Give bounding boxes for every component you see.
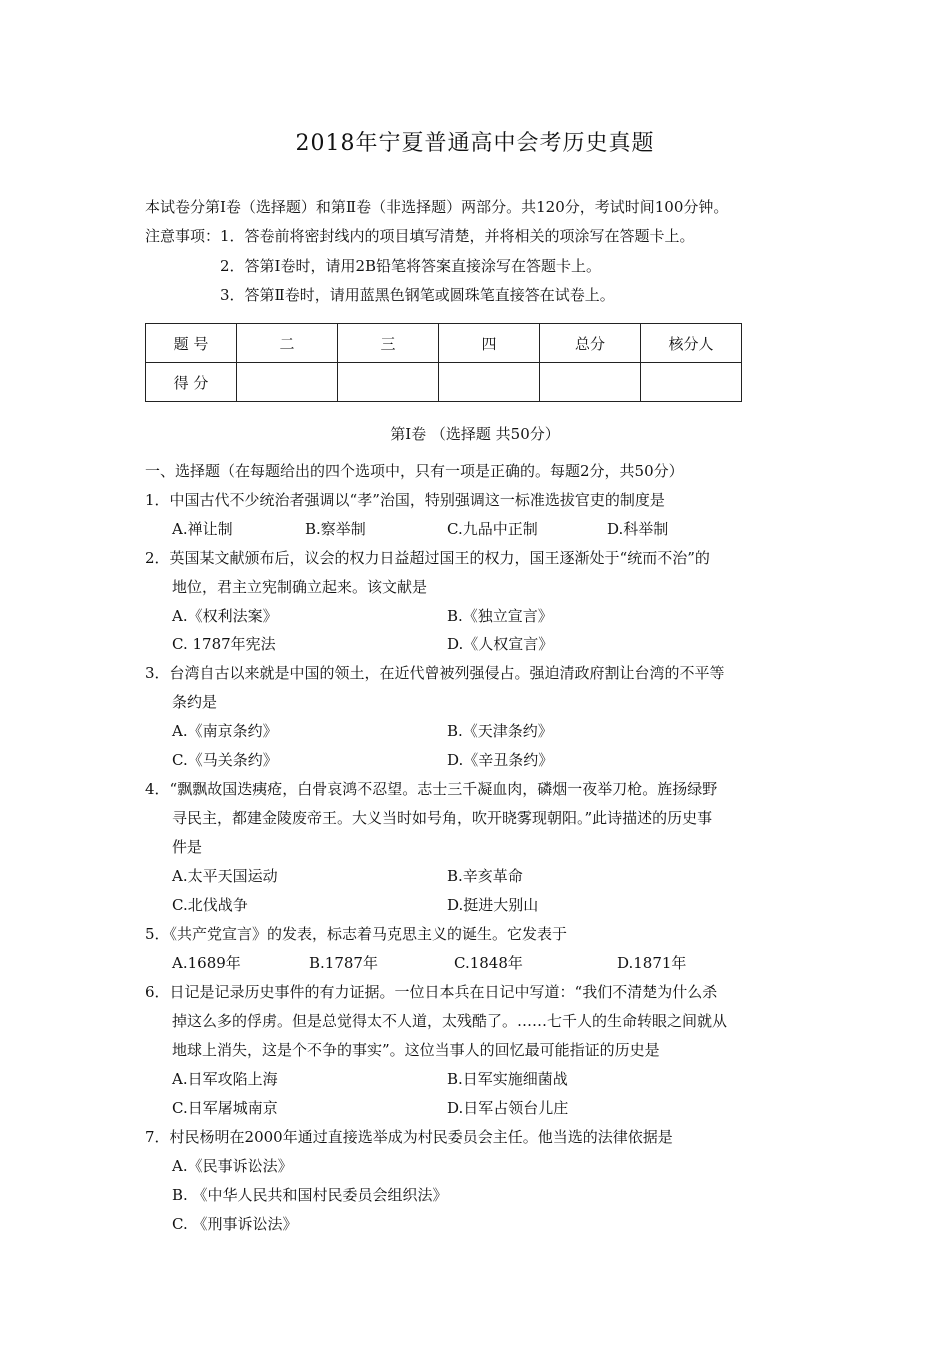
page-title: 2018年宁夏普通高中会考历史真题 (295, 131, 655, 156)
option: D.日军占领台儿庄 (447, 1099, 569, 1117)
option: B.1787年 (309, 954, 378, 972)
score-cell: 题 号 (146, 324, 237, 363)
option: C.九品中正制 (447, 520, 538, 538)
option: B.《天津条约》 (447, 722, 553, 740)
score-blank-cell (338, 363, 439, 402)
option: B. 《中华人民共和国村民委员会组织法》 (172, 1186, 448, 1204)
option: A.1689年 (172, 954, 241, 972)
option: A.禅让制 (172, 520, 233, 538)
option: A.日军攻陷上海 (172, 1070, 278, 1088)
section-heading: 第Ⅰ卷 （选择题 共50分） (390, 425, 560, 443)
question-line: 3．台湾自古以来就是中国的领土，在近代曾被列强侵占。强迫清政府割让台湾的不平等 (145, 664, 725, 682)
question-line: 条约是 (172, 693, 218, 711)
notice-line-2: 2．答第Ⅰ卷时，请用2B铅笔将答案直接涂写在答题卡上。 (220, 257, 602, 275)
question-line: 地位，君主立宪制确立起来。该文献是 (172, 578, 428, 596)
option: A.《权利法案》 (172, 607, 278, 625)
option: C.1848年 (454, 954, 523, 972)
score-blank-cell (237, 363, 338, 402)
question-line: 掉这么多的俘虏。但是总觉得太不人道，太残酷了。……七千人的生命转眼之间就从 (172, 1012, 728, 1030)
option: D.《人权宣言》 (447, 635, 554, 653)
option: C.《马关条约》 (172, 751, 278, 769)
option: D.1871年 (617, 954, 687, 972)
question-line: 寻民主，都建金陵废帝王。大义当时如号角，吹开晓雾现朝阳。”此诗描述的历史事 (172, 809, 713, 827)
option: B.日军实施细菌战 (447, 1070, 568, 1088)
option: A.《民事诉讼法》 (172, 1157, 293, 1175)
intro-line: 本试卷分第Ⅰ卷（选择题）和第Ⅱ卷（非选择题）两部分。共120分，考试时间100分钟。 (145, 198, 729, 216)
option: A.《南京条约》 (172, 722, 278, 740)
option: C. 《刑事诉讼法》 (172, 1215, 298, 1233)
option: C.日军屠城南京 (172, 1099, 278, 1117)
question-line: 1．中国古代不少统治者强调以“孝”治国，特别强调这一标准选拔官吏的制度是 (145, 491, 665, 509)
option: D.科举制 (607, 520, 669, 538)
option: C. 1787年宪法 (172, 635, 276, 653)
score-cell: 四 (439, 324, 540, 363)
score-cell: 核分人 (641, 324, 742, 363)
score-blank-cell (439, 363, 540, 402)
score-table-score-row (146, 363, 742, 402)
score-cell: 总分 (540, 324, 641, 363)
score-table-header-row (146, 324, 742, 363)
option: B.察举制 (305, 520, 366, 538)
option: D.挺进大别山 (447, 896, 539, 914)
section-instruction: 一、选择题（在每题给出的四个选项中，只有一项是正确的。每题2分，共50分） (145, 462, 684, 480)
score-cell: 三 (338, 324, 439, 363)
notice-line-1: 注意事项：1．答卷前将密封线内的项目填写清楚，并将相关的项涂写在答题卡上。 (145, 227, 695, 245)
score-row-label: 得 分 (146, 363, 237, 402)
question-line: 5．《共产党宣言》的发表，标志着马克思主义的诞生。它发表于 (145, 925, 568, 943)
option: B.辛亥革命 (447, 867, 523, 885)
option: D.《辛丑条约》 (447, 751, 554, 769)
score-table (145, 323, 742, 402)
question-line: 4．“飘飘故国迭痍疮，白骨哀鸿不忍望。志士三千凝血肉，磷烟一夜举刀枪。旌扬绿野 (145, 780, 718, 798)
question-line: 件是 (172, 838, 203, 856)
question-line: 7．村民杨明在2000年通过直接选举成为村民委员会主任。他当选的法律依据是 (145, 1128, 673, 1146)
option: B.《独立宣言》 (447, 607, 553, 625)
question-line: 2．英国某文献颁布后，议会的权力日益超过国王的权力，国王逐渐处于“统而不治”的 (145, 549, 710, 567)
score-cell: 二 (237, 324, 338, 363)
option: C.北伐战争 (172, 896, 248, 914)
option: A.太平天国运动 (172, 867, 278, 885)
score-blank-cell (641, 363, 742, 402)
score-blank-cell (540, 363, 641, 402)
notice-line-3: 3．答第Ⅱ卷时，请用蓝黑色钢笔或圆珠笔直接答在试卷上。 (220, 286, 615, 304)
question-line: 6．日记是记录历史事件的有力证据。一位日本兵在日记中写道：“我们不清楚为什么杀 (145, 983, 718, 1001)
question-line: 地球上消失，这是个不争的事实”。这位当事人的回忆最可能指证的历史是 (172, 1041, 660, 1059)
